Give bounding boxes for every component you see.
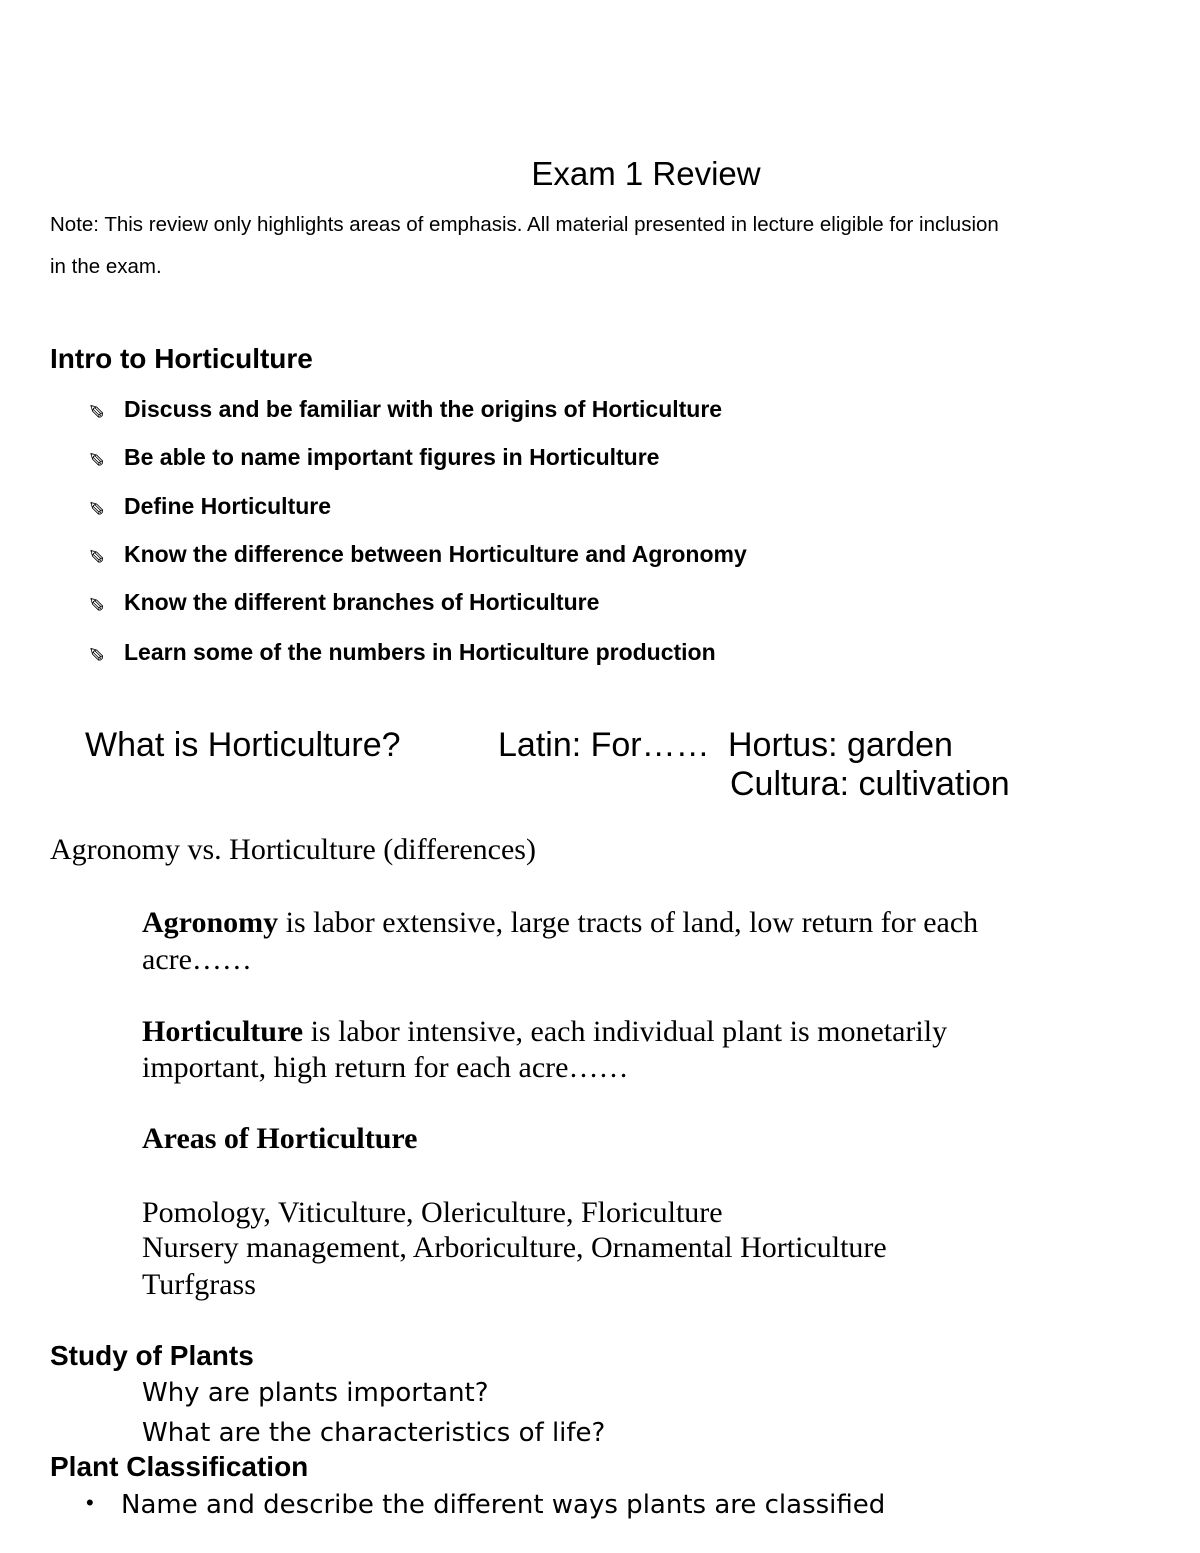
pencil-icon: ✐ [88, 448, 105, 472]
objective-text: Discuss and be familiar with the origins of Horticulture [124, 396, 723, 422]
latin-prefix: Latin: For…… [498, 726, 710, 764]
horticulture-term: Horticulture [142, 1015, 304, 1048]
definition-question: What is Horticulture? [85, 726, 401, 764]
horticulture-description-line-2: important, high return for each acre…… [142, 1051, 629, 1084]
agronomy-description-line-1 [142, 904, 978, 941]
note-text-line-2: in the exam. [50, 255, 162, 278]
objective-text: Define Horticulture [124, 493, 332, 519]
study-question-2: What are the characteristics of life? [142, 1418, 606, 1448]
objective-text: Learn some of the numbers in Horticulture production [124, 639, 716, 665]
objective-item [88, 589, 600, 617]
pencil-icon: ✐ [88, 593, 105, 617]
horticulture-text: is labor intensive, each individual plant is monetarily [303, 1015, 948, 1048]
areas-heading: Areas of Horticulture [142, 1122, 418, 1155]
pencil-icon: ✐ [88, 643, 105, 667]
objective-text: Know the difference between Horticulture and Agronomy [124, 541, 747, 567]
section-heading-intro: Intro to Horticulture [50, 343, 313, 374]
objective-item [88, 444, 660, 472]
areas-list-line-3: Turfgrass [142, 1268, 256, 1301]
agronomy-term: Agronomy [142, 906, 279, 939]
objective-item [88, 396, 723, 424]
agronomy-text: is labor extensive, large tracts of land, low return for each [278, 906, 979, 939]
areas-list-line-2: Nursery management, Arboriculture, Ornamental Horticulture [142, 1231, 887, 1264]
objective-text: Know the different branches of Horticulture [124, 589, 600, 615]
objective-item [88, 541, 747, 569]
page-title: Exam 1 Review [531, 155, 761, 192]
areas-list-line-1: Pomology, Viticulture, Olericulture, Floriculture [142, 1196, 723, 1229]
study-question-1: Why are plants important? [142, 1378, 489, 1408]
pencil-icon: ✐ [88, 497, 105, 521]
agronomy-description-line-2: acre…… [142, 943, 252, 976]
classification-item: Name and describe the different ways plants are classified [121, 1490, 886, 1520]
latin-hortus: Hortus: garden [728, 726, 953, 764]
objective-text: Be able to name important figures in Horticulture [124, 444, 660, 470]
section-heading-classification: Plant Classification [50, 1451, 309, 1482]
horticulture-description-line-1 [142, 1013, 947, 1050]
objective-item [88, 493, 332, 521]
section-heading-study: Study of Plants [50, 1340, 254, 1371]
bullet-icon: • [86, 1490, 94, 1515]
pencil-icon: ✐ [88, 545, 105, 569]
pencil-icon: ✐ [88, 400, 105, 424]
objective-item [88, 639, 716, 667]
note-text-line-1: Note: This review only highlights areas of emphasis. All material presented in lecture eligible for inclusion [50, 213, 999, 236]
comparison-heading: Agronomy vs. Horticulture (differences) [50, 833, 536, 866]
latin-cultura: Cultura: cultivation [730, 765, 1010, 803]
